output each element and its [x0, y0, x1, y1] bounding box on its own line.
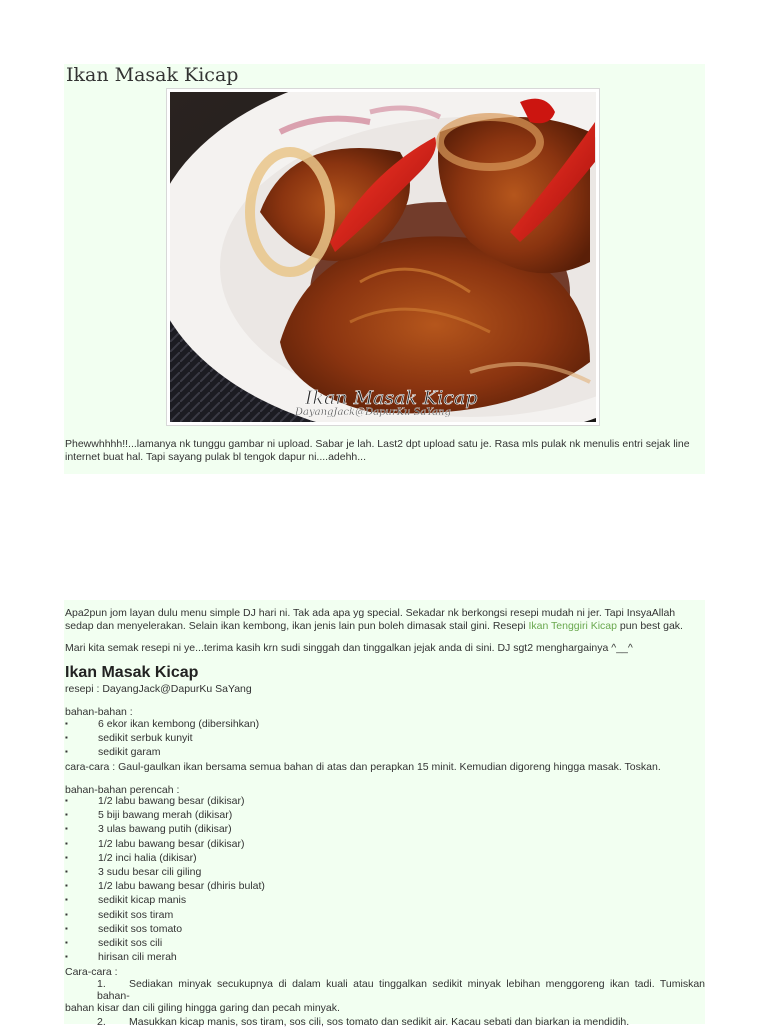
- list-item: ▪ sedikit garam: [65, 745, 705, 759]
- step-number: 2.: [97, 1016, 106, 1028]
- recipe-title: Ikan Masak Kicap: [65, 664, 199, 681]
- seasoning-label: bahan-bahan perencah :: [65, 784, 180, 796]
- ingredients-label: bahan-bahan :: [65, 706, 133, 718]
- para2-text-b: pun best gak.: [616, 620, 683, 632]
- para2-text-a: Apa2pun jom layan dulu menu simple DJ hari ni. Tak ada apa yg special. Sekadar nk berkongsi resepi mudah ni jer. Tapi InsyaAllah sedap dan menyelerakan. Selain ikan kembong, ikan jenis lain pun boleh dimasak stail gini. Resepi: [65, 607, 676, 632]
- list-item: ▪ sedikit sos tiram: [65, 908, 705, 922]
- recipe-credit: resepi : DayangJack@DapurKu SaYang: [65, 683, 252, 695]
- list-item: ▪ 1/2 labu bawang besar (dikisar): [65, 794, 705, 808]
- seasoning-list: [65, 794, 705, 964]
- list-item: ▪ sedikit sos tomato: [65, 922, 705, 936]
- step-number: 1.: [97, 978, 106, 990]
- list-item: ▪ 1/2 labu bawang besar (dikisar): [65, 837, 705, 851]
- method-2-label: Cara-cara :: [65, 966, 118, 978]
- intro-paragraph: Phewwhhhh!!...lamanya nk tunggu gambar ni upload. Sabar je lah. Last2 dpt upload satu je. Rasa mls pulak nk menulis entri sejak line internet buat hal. Tapi sayang pulak bl tengok dapur ni....adehh...: [65, 438, 690, 463]
- list-item: ▪ 5 biji bawang merah (dikisar): [65, 808, 705, 822]
- list-item: ▪ 3 ulas bawang putih (dikisar): [65, 822, 705, 836]
- post-title: Ikan Masak Kicap: [66, 64, 239, 86]
- dish-photo: [166, 88, 600, 426]
- photo-caption-title: Ikan Masak Kicap: [305, 387, 478, 409]
- list-item: ▪ sedikit sos cili: [65, 936, 705, 950]
- list-item: ▪ 1/2 labu bawang besar (dhiris bulat): [65, 879, 705, 893]
- method-steps: [65, 978, 705, 1030]
- step-text: Sediakan minyak secukupnya di dalam kuali atau tinggalkan sedikit minyak lebihan menggoreng ikan tadi. Tumiskan bahan-: [97, 978, 705, 1002]
- list-item: ▪ sedikit serbuk kunyit: [65, 731, 705, 745]
- list-item: ▪ 3 sudu besar cili giling: [65, 865, 705, 879]
- method-1: cara-cara : Gaul-gaulkan ikan bersama semua bahan di atas dan perapkan 15 minit. Kemudian digoreng hingga masak. Toskan.: [65, 761, 661, 773]
- intro-paragraph-3: Mari kita semak resepi ni ye...terima kasih krn sudi singgah dan tinggalkan jejak anda di sini. DJ sgt2 menghargainya ^__^: [65, 642, 633, 654]
- dish-photo-image: [170, 92, 596, 422]
- list-item: [65, 978, 705, 1014]
- step-text: Masukkan kicap manis, sos tiram, sos cili, sos tomato dan sedikit air. Kacau sebati dan biarkan ia mendidih.: [129, 1016, 630, 1028]
- list-item: ▪ 6 ekor ikan kembong (dibersihkan): [65, 717, 705, 731]
- list-item: ▪ 1/2 inci halia (dikisar): [65, 851, 705, 865]
- step-text-continued: bahan kisar dan cili giling hingga garing dan pecah minyak.: [65, 1002, 340, 1014]
- ikan-tenggiri-kicap-link[interactable]: Ikan Tenggiri Kicap: [528, 620, 617, 632]
- ingredients-list: [65, 717, 705, 760]
- list-item: [97, 1016, 705, 1028]
- intro-paragraph-2: [65, 607, 705, 633]
- list-item: ▪ hirisan cili merah: [65, 950, 705, 964]
- photo-caption-credit: DayangJack@DapurKu SaYang: [295, 407, 451, 418]
- list-item: ▪ sedikit kicap manis: [65, 893, 705, 907]
